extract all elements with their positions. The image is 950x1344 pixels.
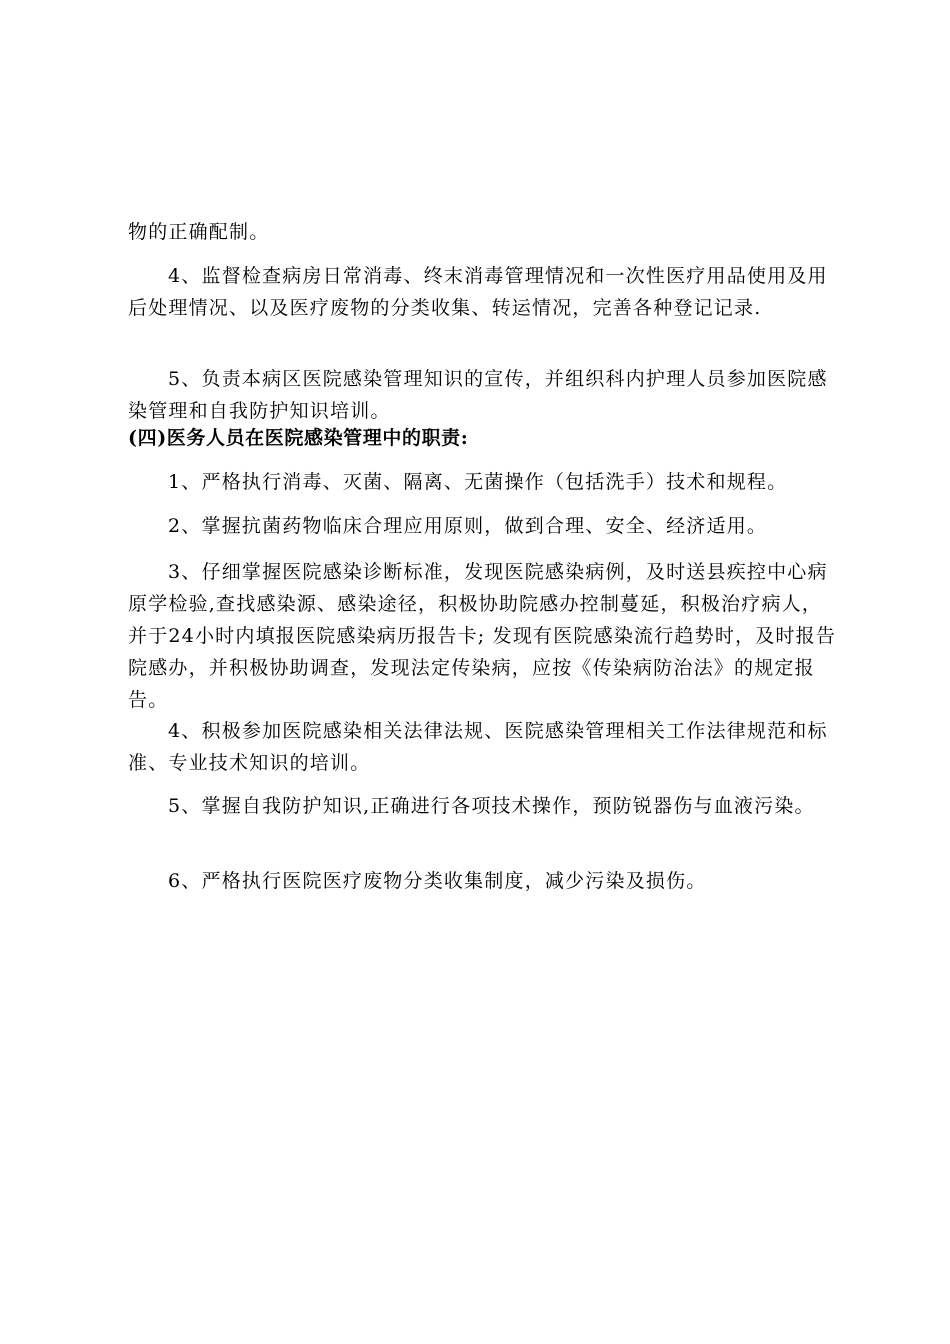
- section4-item-4: 4、积极参加医院感染相关法律法规、医院感染管理相关工作法律规范和标准、专业技术知识的培训。: [128, 720, 828, 774]
- section4-item-5: 5、掌握自我防护知识,正确进行各项技术操作，预防锐器伤与血液污染。: [168, 795, 815, 817]
- section4-item-2: 2、掌握抗菌药物临床合理应用原则，做到合理、安全、经济适用。: [168, 515, 768, 537]
- section3-item-5: 5、负责本病区医院感染管理知识的宣传，并组织科内护理人员参加医院感染管理和自我防护知识培训。: [128, 368, 828, 422]
- section4-heading: (四)医务人员在医院感染管理中的职责:: [128, 427, 469, 449]
- continuation-text: 物的正确配制。: [128, 221, 270, 243]
- section3-item-4: 4、监督检查病房日常消毒、终末消毒管理情况和一次性医疗用品使用及用后处理情况、以及医疗废物的分类收集、转运情况，完善各种登记记录.: [128, 265, 828, 319]
- section4-item-6: 6、严格执行医院医疗废物分类收集制度，减少污染及损伤。: [168, 870, 707, 892]
- section4-item-1: 1、严格执行消毒、灭菌、隔离、无菌操作（包括洗手）技术和规程。: [168, 471, 788, 493]
- section4-item-3: 3、仔细掌握医院感染诊断标准，发现医院感染病例，及时送县疾控中心病原学检验,查找感染源、感染途径，积极协助院感办控制蔓延，积极治疗病人，并于24小时内填报医院感染病历报告卡; 发现有医院感染流行趋势时，及时报告院感办，并积极协助调查，发现法定传染病，应按《传染病防治法》的规定报告。: [128, 561, 837, 711]
